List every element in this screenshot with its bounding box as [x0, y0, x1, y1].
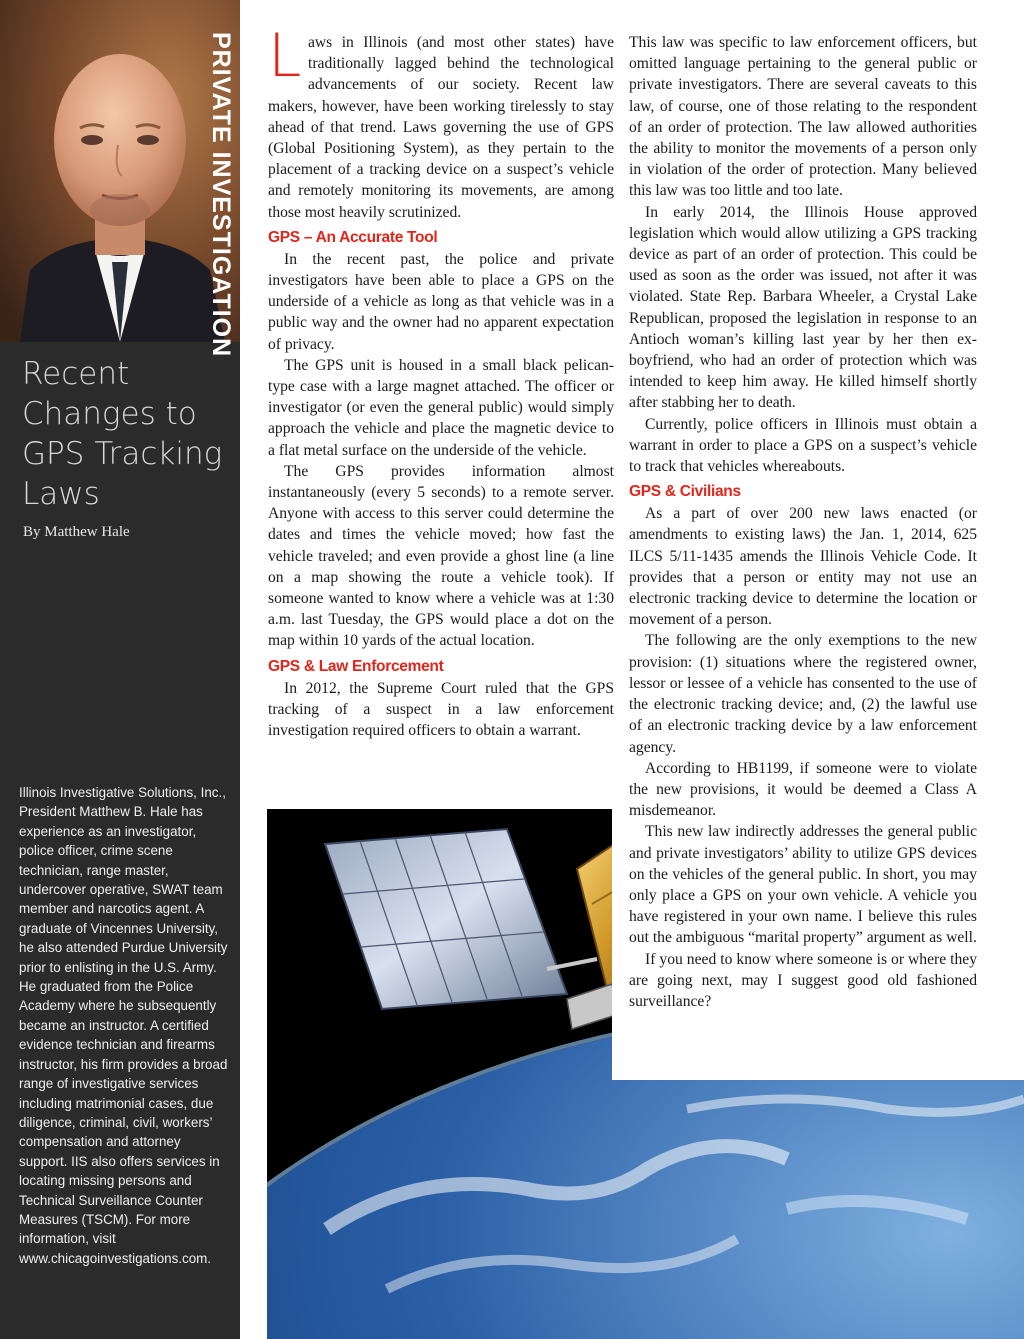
article-headline [22, 354, 232, 514]
author-bio: Illinois Investigative Solutions, Inc., President Matthew B. Hale has experience as an investigator, police officer, crime scene technician, range master, undercover operative, SWAT team member and narcotics agent. A graduate of Vincennes University, he also attended Purdue University prior to enlisting in the U.S. Army. He graduated from the Police Academy where he subsequently became an instructor. A certified evidence technician and firearms instructor, his firm provides a broad range of investigative services including matrimonial cases, due diligence, criminal, civil, workers’ compensation and attorney support. IIS also offers services in locating missing persons and Technical Surveillance Counter Measures (TSCM). For more information, visit www.chicagoinvestigations.com. [19, 785, 228, 1266]
paragraph: If you need to know where someone is or where they are going next, may I suggest good old fashioned surveillance? [629, 950, 977, 1010]
article-column-2 [629, 32, 977, 1012]
paragraph: In 2012, the Supreme Court ruled that the GPS tracking of a suspect in a law enforcement investigation required officers to obtain a warrant. [268, 679, 614, 740]
headline-line: Changes to [22, 396, 197, 432]
heading-law-enforcement: GPS & Law Enforcement [268, 657, 444, 675]
sidebar [0, 0, 240, 1339]
headline-line: Laws [22, 476, 100, 512]
paragraph: According to HB1199, if someone were to violate the new provisions, it would be deemed a Class A misdemeanor. [629, 759, 977, 820]
paragraph: The GPS unit is housed in a small black pelican-type case with a large magnet attached. The officer or investigator (or even the general public) would simply approach the vehicle and place the magnetic device to a flat metal surface on the underside of the vehicle. [268, 356, 614, 459]
headline-line: GPS Tracking [22, 436, 223, 472]
paragraph: The following are the only exemptions to the new provision: (1) situations where the registered owner, lessor or lessee of a vehicle has consented to the use of the electronic tracking device; and, (2) the lawful use of an electronic tracking device by a law enforcement agency. [629, 632, 977, 756]
intro-text: aws in Illinois (and most other states) have traditionally lagged behind the technological advancements of our society. Recent law makers, however, have been working tirelessly to stay ahead of that trend. Laws governing the use of GPS (Global Positioning System), as they pertain to the placement of a tracking device on a suspect’s vehicle and remotely monitoring its movements, are among those most heavily scrutinized. [268, 34, 614, 221]
byline: By Matthew Hale [23, 524, 130, 540]
paragraph: In the recent past, the police and private investigators have been able to place a GPS on the underside of a vehicle as long as that vehicle was in a public way and the owner had no apparent expectation of privacy. [268, 250, 614, 353]
paragraph: This new law indirectly addresses the general public and private investigators’ ability to utilize GPS devices on the vehicles of the general public. In short, you may only place a GPS on your own vehicle. A vehicle you have registered in your own name. I believe this rules out the ambiguous “marital property” argument as well. [629, 823, 977, 947]
headline-line: Recent [22, 356, 130, 392]
paragraph: As a part of over 200 new laws enacted (or amendments to existing laws) the Jan. 1, 2014, 625 ILCS 5/11-1435 amends the Illinois Vehicle Code. It provides that a person or entity may not use an electronic tracking device to determine the location or movement of a person. [629, 505, 977, 629]
paragraph: This law was specific to law enforcement officers, but omitted language pertaining to the general public or private investigators. There are several caveats to this law, of course, one of those relating to the respondent of an order of protection. The law allowed authorities the ability to monitor the movements of a person only in violation of the order of protection. Many believed this law was too little and too late. [629, 34, 977, 200]
dropcap-box [268, 21, 302, 91]
intro-paragraph [268, 21, 614, 223]
section-label: PRIVATE INVESTIGATION [207, 32, 235, 358]
paragraph: In early 2014, the Illinois House approved legislation which would allow utilizing a GPS tracking device as part of an order of protection. This could be used as soon as the order was issued, not after it was violated. State Rep. Barbara Wheeler, a Crystal Lake Republican, proposed the legislation in response to an Antioch woman’s killing last year by her then ex-boyfriend, who had an order of protection which was intended to keep him away. He killed himself shortly after stabbing her to death. [629, 203, 977, 412]
article-column-1 [268, 21, 614, 741]
heading-civilians: GPS & Civilians [629, 483, 741, 501]
dropcap: L [268, 21, 302, 91]
paragraph: The GPS provides information almost instantaneously (every 5 seconds) to a remote server. Anyone with access to this server could determine the dates and times the vehicle moved; how fast the vehicle traveled; and even provide a ghost line (a line on a map showing the route a vehicle took). If someone wanted to know where a vehicle was at 1:30 a.m. last Tuesday, the GPS would place a dot on the map within 10 yards of the actual location. [268, 462, 614, 650]
heading-accurate-tool: GPS – An Accurate Tool [268, 228, 438, 246]
paragraph: Currently, police officers in Illinois must obtain a warrant in order to place a GPS on a suspect’s vehicle to track that vehicles whereabouts. [629, 415, 977, 476]
